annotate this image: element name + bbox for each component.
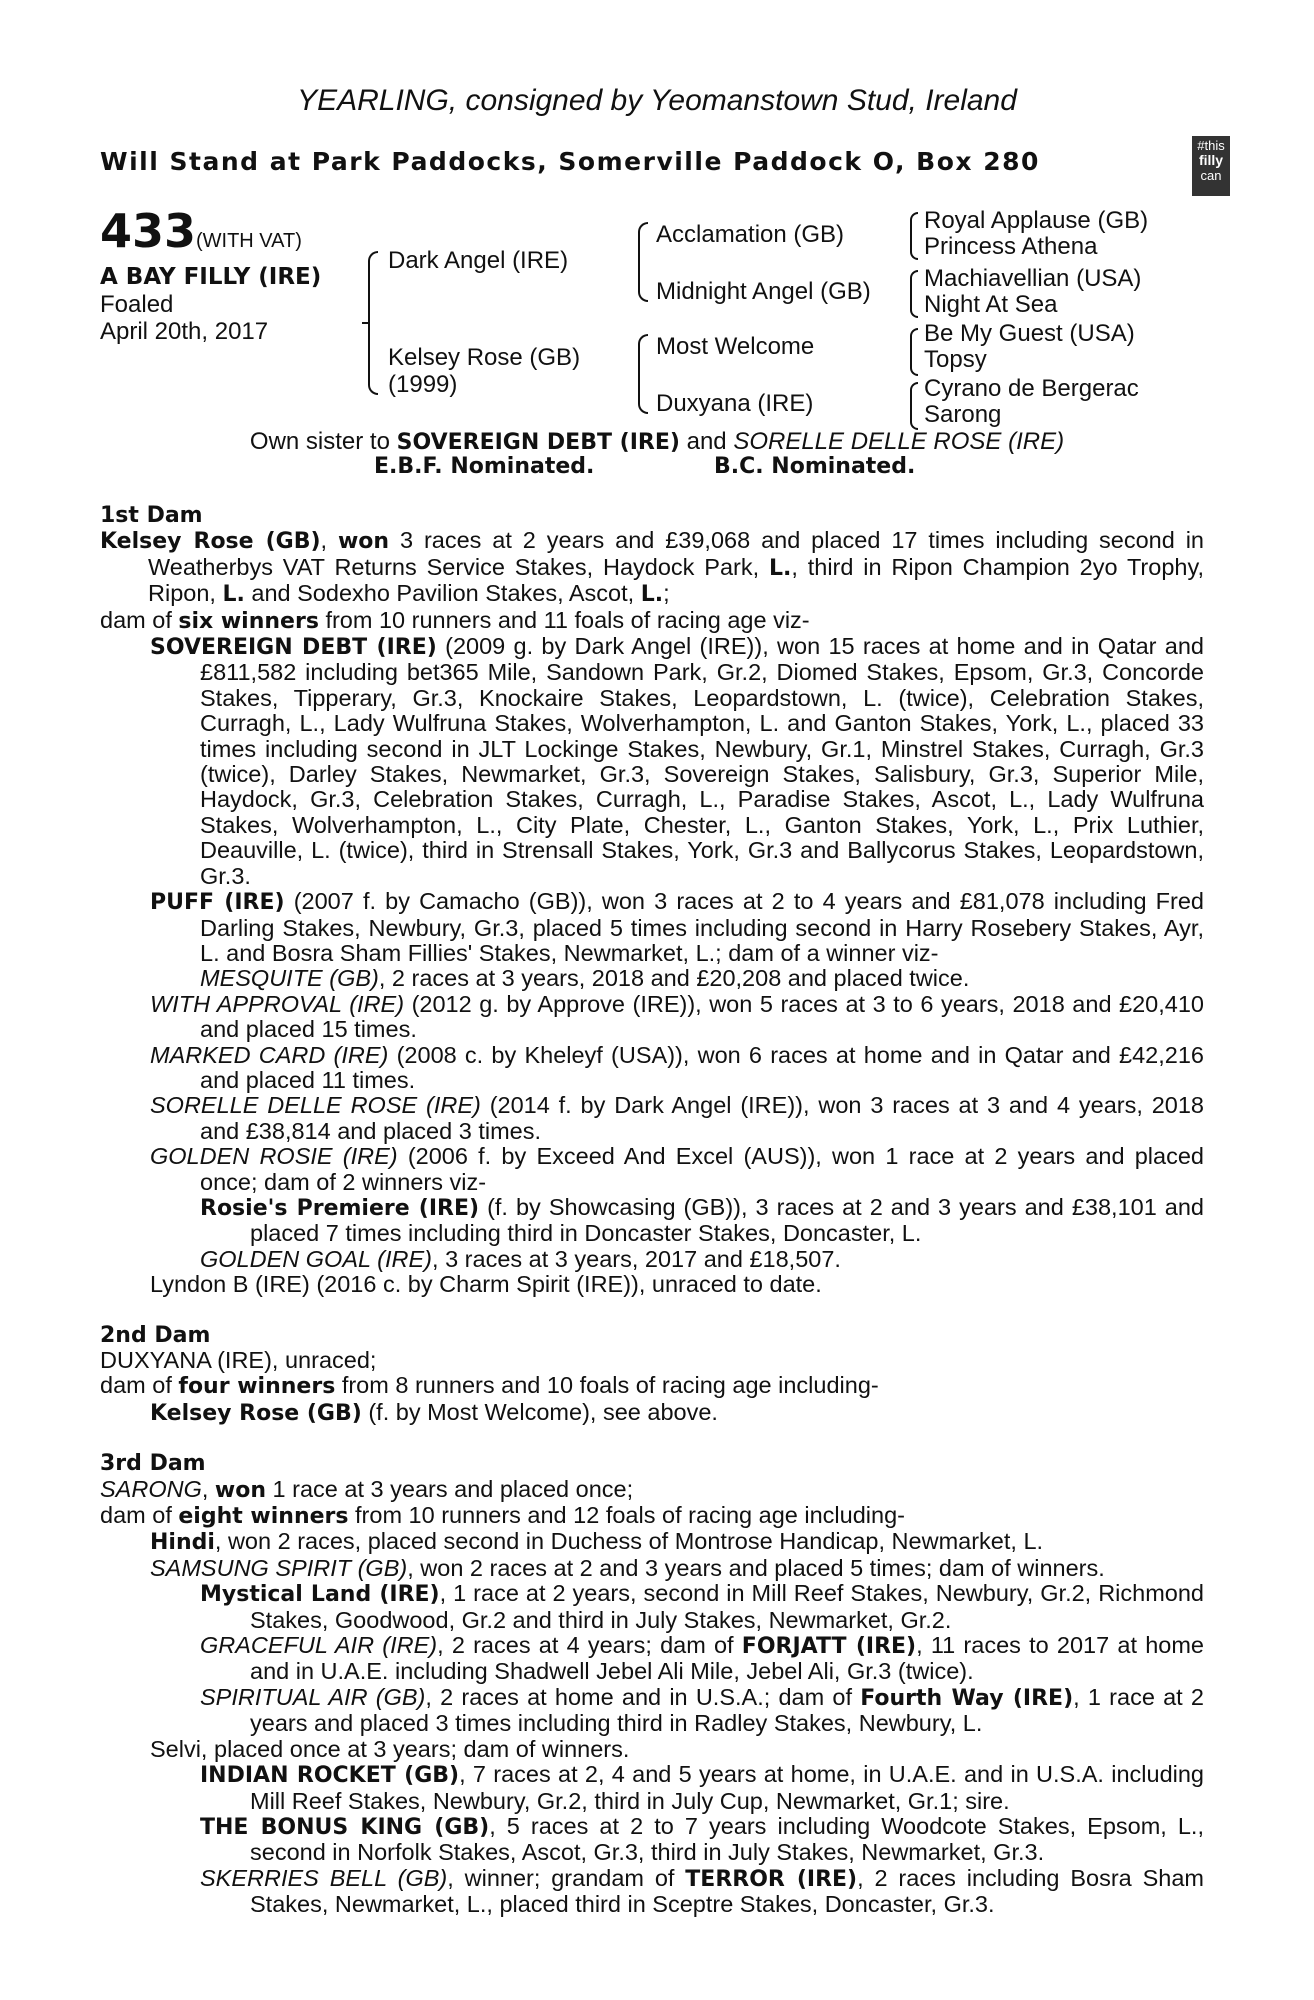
pedigree-brace-g1 (910, 212, 918, 260)
second-dam-produce-summary: dam of four winners from 8 runners and 10 foals of racing age including- (100, 1372, 879, 1400)
pedigree-sire: Dark Angel (IRE) (388, 247, 569, 274)
catalogue-header: YEARLING, consigned by Yeomanstown Stud, Ireland (297, 84, 1017, 117)
own-sister-prefix: Own sister to (249, 428, 397, 455)
pedigree-brace-dam (638, 334, 648, 414)
pedigree-brace-main (368, 251, 378, 395)
produce-graceful-air: GRACEFUL AIR (IRE), 2 races at 4 years; dam of FORJATT (IRE), 11 races to 2017 at home and in U.A.E. including Shadwell Jebel Ali Mile, Jebel Ali, Gr.3 (twice). (200, 1632, 1204, 1685)
produce-sovereign-debt: SOVEREIGN DEBT (IRE) (2009 g. by Dark Angel (IRE)), won 15 races at home and in Qatar and £811,582 including bet365 Mile, Sandown Park, Gr.2, Diomed Stakes, Epsom, Gr.3, Concorde Stakes, Tipperary, Gr.3, Knockaire Stakes, Leopardstown, L. (twice), Celebration Stakes, Curragh, L., Lady Wulfruna Stakes, Wolverhampton, L. and Ganton Stakes, York, L., placed 33 times including second in JLT Lockinge Stakes, Newbury, Gr.1, Minstrel Stakes, Curragh, Gr.3 (twice), Darley Stakes, Newmarket, Gr.3, Sovereign Stakes, Salisbury, Gr.3, Superior Mile, Haydock, Gr.3, Celebration Stakes, Curragh, L., Paradise Stakes, Ascot, L., Lady Wulfruna Stakes, Wolverhampton, L., City Plate, Chester, L., Ganton Stakes, York, L., Prix Luthier, Deauville, L. (twice), third in Strensall Stakes, York, Gr.3 and Ballycorus Stakes, Leopardstown, Gr.3. (150, 633, 1204, 889)
logo-line-3: can (1200, 168, 1222, 183)
pedigree-body (100, 503, 1204, 1918)
logo-line-1: #this (1197, 138, 1225, 153)
produce-the-bonus-king: THE BONUS KING (GB), 5 races at 2 to 7 years including Woodcote Stakes, Epsom, L., second in Norfolk Stakes, Ascot, Gr.3, third in July Stakes, Newmarket, Gr.3. (200, 1812, 1204, 1866)
second-dam-heading: 2nd Dam (100, 1322, 211, 1348)
this-filly-can-logo (1192, 136, 1230, 196)
produce-golden-goal: GOLDEN GOAL (IRE), 3 races at 3 years, 2017 and £18,507. (200, 1245, 841, 1272)
produce-skerries-bell: SKERRIES BELL (GB), winner; grandam of TERROR (IRE), 2 races including Bosra Sham Stakes, Newmarket, L., placed third in Sceptre Stakes, Doncaster, Gr.3. (200, 1864, 1204, 1918)
third-dam-heading: 3rd Dam (100, 1451, 206, 1477)
pedigree-dam: Kelsey Rose (GB) (388, 344, 581, 371)
pedigree-g8: Sarong (924, 401, 1002, 428)
produce-spiritual-air: SPIRITUAL AIR (GB), 2 races at home and in U.S.A.; dam of Fourth Way (IRE), 1 race at 2 years and placed 3 times including third in Radley Stakes, Newbury, L. (200, 1683, 1204, 1737)
produce-sorelle-delle-rose: SORELLE DELLE ROSE (IRE) (2014 f. by Dark Angel (IRE)), won 3 races at 3 and 4 years, 2018 and £38,814 and placed 3 times. (150, 1092, 1204, 1144)
first-dam-name: Kelsey Rose (GB) (100, 529, 321, 555)
pedigree-dam-sire: Most Welcome (656, 333, 815, 360)
stand-location: Will Stand at Park Paddocks, Somerville Paddock O, Box 280 (100, 147, 1040, 176)
produce-hindi: Hindi, won 2 races, placed second in Duchess of Montrose Handicap, Newmarket, L. (150, 1528, 1044, 1556)
foaled-label: Foaled (100, 291, 174, 318)
pedigree-g7: Cyrano de Bergerac (924, 375, 1139, 402)
pedigree-brace-g2 (910, 270, 918, 318)
pedigree-g5: Be My Guest (USA) (924, 320, 1135, 347)
produce-indian-rocket: INDIAN ROCKET (GB), 7 races at 2, 4 and 5 years at home, in U.A.E. and in U.S.A. including Mill Reef Stakes, Newbury, Gr.2, third in July Cup, Newmarket, Gr.1; sire. (200, 1761, 1204, 1814)
lot-number: 433 (100, 204, 197, 258)
produce-with-approval: WITH APPROVAL (IRE) (2012 g. by Approve (IRE)), won 5 races at 3 to 6 years, 2018 and £20,410 and placed 15 times. (150, 990, 1204, 1043)
produce-mystical-land: Mystical Land (IRE), 1 race at 2 years, second in Mill Reef Stakes, Newbury, Gr.2, Richmond Stakes, Goodwood, Gr.2 and third in July Stakes, Newmarket, Gr.2. (200, 1580, 1204, 1633)
ebf-nominated: E.B.F. Nominated. (374, 454, 595, 479)
third-dam-produce-summary: dam of eight winners from 10 runners and 12 foals of racing age including- (100, 1502, 905, 1530)
produce-selvi: Selvi, placed once at 3 years; dam of winners. (150, 1735, 630, 1762)
second-dam-produce-kelsey-rose: Kelsey Rose (GB) (f. by Most Welcome), see above. (150, 1398, 718, 1426)
produce-marked-card: MARKED CARD (IRE) (2008 c. by Kheleyf (USA)), won 6 races at home and in Qatar and £42,216 and placed 11 times. (150, 1041, 1204, 1093)
produce-mesquite: MESQUITE (GB), 2 races at 3 years, 2018 and £20,208 and placed twice. (200, 965, 970, 992)
vat-note: (WITH VAT) (196, 230, 302, 252)
pedigree-dam-dam: Duxyana (IRE) (656, 390, 814, 417)
own-sister-name-2: SORELLE DELLE ROSE (IRE) (733, 428, 1065, 455)
pedigree-brace-g3 (910, 328, 918, 376)
pedigree-g3: Machiavellian (USA) (924, 265, 1142, 292)
pedigree-sire-dam: Midnight Angel (GB) (656, 278, 871, 305)
pedigree-g2: Princess Athena (924, 233, 1098, 260)
produce-golden-rosie: GOLDEN ROSIE (IRE) (2006 f. by Exceed And Excel (AUS)), won 1 race at 2 years and placed once; dam of 2 winners viz- (150, 1143, 1204, 1195)
produce-samsung-spirit: SAMSUNG SPIRIT (GB), won 2 races at 2 and 3 years and placed 5 times; dam of winners. (150, 1554, 1105, 1581)
pedigree-g1: Royal Applause (GB) (924, 207, 1149, 234)
foaled-date: April 20th, 2017 (100, 318, 269, 345)
own-sister-name-1: SOVEREIGN DEBT (IRE) (396, 430, 680, 455)
won-label: won (337, 529, 390, 555)
own-sister-and: and (679, 428, 734, 455)
pedigree-g6: Topsy (924, 346, 987, 373)
first-dam-heading: 1st Dam (100, 503, 203, 528)
produce-rosies-premiere: Rosie's Premiere (IRE) (f. by Showcasing (GB)), 3 races at 2 and 3 years and £38,101 and placed 7 times including third in Doncaster Stakes, Doncaster, L. (200, 1193, 1205, 1247)
produce-puff: PUFF (IRE) (2007 f. by Camacho (GB)), won 3 races at 2 to 4 years and £81,078 including Fred Darling Stakes, Newbury, Gr.3, placed 5 times including second in Harry Rosebery Stakes, Ayr, L. and Bosra Sham Fillies' Stakes, Newmarket, L.; dam of a winner viz- (150, 888, 1204, 966)
bc-nominated: B.C. Nominated. (714, 454, 916, 479)
pedigree-sire-sire: Acclamation (GB) (656, 221, 845, 248)
lot-description: A BAY FILLY (IRE) (100, 264, 322, 290)
first-dam-produce-summary: dam of six winners from 10 runners and 11 foals of racing age viz- (100, 606, 810, 634)
pedigree-brace-sire (638, 222, 648, 302)
produce-lyndon-b: Lyndon B (IRE) (2016 c. by Charm Spirit (IRE)), unraced to date. (150, 1271, 822, 1298)
first-dam-record: Kelsey Rose (GB), won 3 races at 2 years and £39,068 and placed 17 times including second in Weatherbys VAT Returns Service Stakes, Haydock Park, L., third in Ripon Champion 2yo Trophy, Ripon, L. and Sodexho Pavilion Stakes, Ascot, L.; (100, 527, 1205, 608)
pedigree-brace-main-tip (362, 322, 368, 324)
pedigree-brace-g4 (910, 382, 918, 430)
pedigree-dam-year: (1999) (388, 371, 458, 398)
own-sister-note (0, 428, 1314, 456)
second-dam-record: DUXYANA (IRE), unraced; (100, 1347, 377, 1373)
third-dam-record: SARONG, won 1 race at 3 years and placed once; (100, 1475, 634, 1503)
pedigree-g4: Night At Sea (924, 291, 1058, 318)
logo-line-2: filly (1198, 152, 1224, 168)
